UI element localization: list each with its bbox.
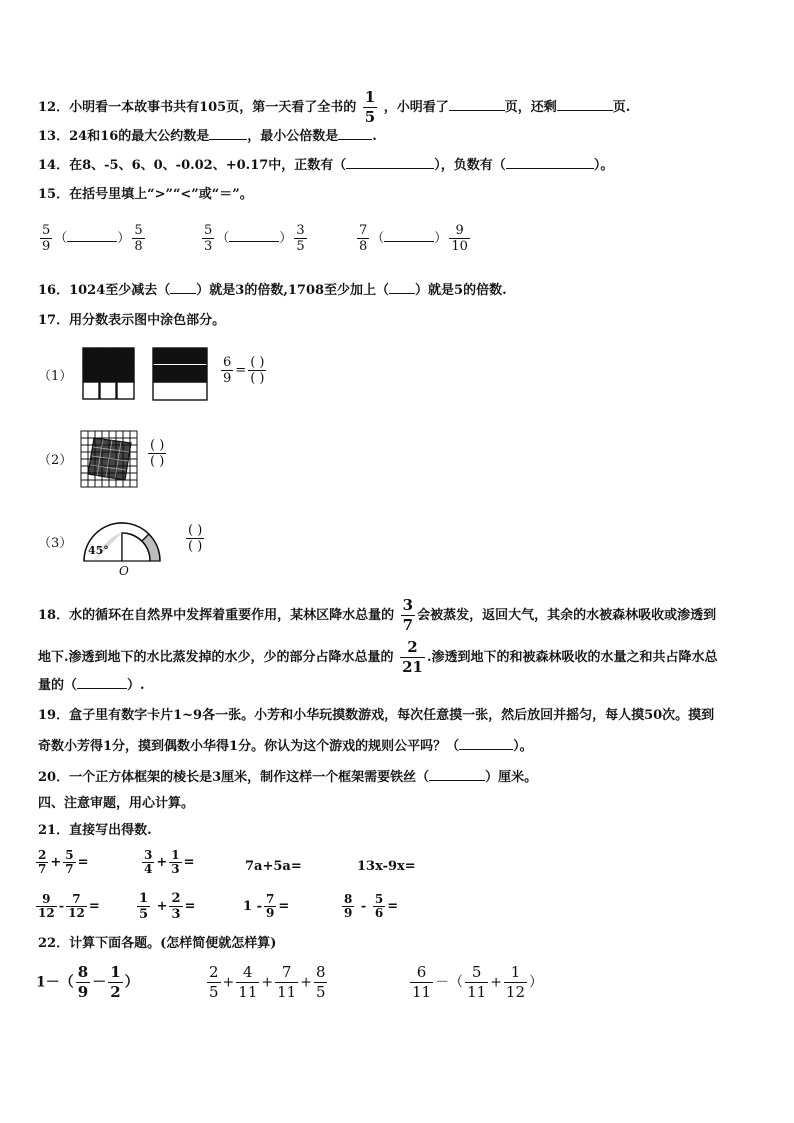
fraction: $\frac{5}{9}$ <box>42 223 51 254</box>
fraction: $\frac{5}{8}$ <box>134 223 143 254</box>
question-18-line3: 量的（ ）. <box>38 678 145 693</box>
answer-blank[interactable] <box>77 676 127 689</box>
question-14: 14．在8、-5、6、0、-0.02、+0.17中，正数有（ ），负数有（ ）。 <box>38 158 614 173</box>
question-19-line2: 奇数小芳得1分，摸到偶数小华得1分。你认为这个游戏的规则公平吗？（ ）。 <box>38 739 533 754</box>
answer-fraction[interactable]: $\frac{( )}{( )}$ <box>250 355 265 386</box>
q22-expr-3: $\frac{6}{11}$ －（ $\frac{5}{11}$ + $\frac{1}{12}$ ） <box>412 963 544 1001</box>
rotated-square-figure <box>80 430 138 488</box>
question-20: 20．一个正方体框架的棱长是3厘米，制作这样一个框架需要铁丝（ ）厘米。 <box>38 770 538 785</box>
question-18-line1: 18．水的循环在自然界中发挥着重要作用，某林区降水总量的 $\frac{3}{7}$ 会被蒸发，返回大气，其余的水被森林吸收或渗透到 <box>38 596 717 634</box>
q22-expr-1: 1－（ $\frac{8}{9}$ － $\frac{1}{2}$ ） <box>36 963 139 1001</box>
question-19-line1: 19．盒子里有数字卡片1~9各一张。小芳和小华玩摸数游戏，每次任意摸一张，然后放回并摇匀，每人摸50次。摸到 <box>38 708 715 723</box>
answer-blank[interactable] <box>170 281 196 294</box>
answer-blank[interactable] <box>346 156 434 169</box>
q22-expr-2: $\frac{2}{5}$ + $\frac{4}{11}$ + $\frac{7}{11}$ + $\frac{8}{5}$ <box>209 963 326 1001</box>
origin-label: O <box>119 564 129 578</box>
answer-blank[interactable] <box>506 156 594 169</box>
question-16: 16．1024至少减去（ ）就是3的倍数,1708至少加上（ ）就是5的倍数. <box>38 283 507 298</box>
compare-blank[interactable] <box>384 229 434 242</box>
question-22: 22．计算下面各题。(怎样简便就怎样算) <box>38 936 277 951</box>
q17-part2-answer[interactable] <box>146 438 168 469</box>
question-18-line2: 地下.渗透到地下的水比蒸发掉的水少，少的部分占降水总量的 $\frac{2}{21}$ .渗透到地下的和被森林吸收的水量之和共占降水总 <box>38 638 718 676</box>
answer-blank[interactable] <box>209 127 247 140</box>
fraction: $\frac{2}{21}$ <box>402 638 423 676</box>
q15-item-2: $\frac{5}{3}$ （ ） $\frac{3}{5}$ <box>204 223 305 254</box>
grid-figure-1 <box>81 346 137 402</box>
question-15: 15．在括号里填上“>”“<”或“＝”。 <box>38 187 253 202</box>
q21-r1-b: $\frac{3}{4}$ + $\frac{1}{3}$ = <box>144 848 195 876</box>
fraction: $\frac{9}{10}$ <box>451 223 468 254</box>
q17-part3-answer[interactable] <box>184 523 206 554</box>
q21-r2-b: $\frac{1}{5}$ + $\frac{2}{3}$ = <box>139 891 196 922</box>
answer-blank[interactable] <box>557 98 613 111</box>
question-12: 12．小明看一本故事书共有105页，第一天看了全书的 $\frac{1}{5}$ ，小明看了 页，还剩 页. <box>38 88 631 126</box>
answer-blank[interactable] <box>449 98 505 111</box>
answer-fraction: $\frac{( )}{( )}$ <box>188 523 203 554</box>
compare-blank[interactable] <box>67 229 117 242</box>
q21-r2-c: 1 - $\frac{7}{9}$ = <box>243 892 290 920</box>
angle-label: 45° <box>88 544 109 557</box>
section-4-heading: 四、注意审题，用心计算。 <box>38 796 195 811</box>
answer-blank[interactable] <box>389 281 415 294</box>
fraction: $\frac{3}{5}$ <box>296 223 305 254</box>
fraction: $\frac{5}{3}$ <box>204 223 213 254</box>
answer-blank[interactable] <box>459 737 513 750</box>
answer-blank[interactable] <box>429 768 485 781</box>
q15-item-3: $\frac{7}{8}$ （ ） $\frac{9}{10}$ <box>359 223 468 254</box>
bar-figure-1 <box>151 346 209 402</box>
compare-blank[interactable] <box>229 229 279 242</box>
question-17: 17．用分数表示图中涂色部分。 <box>38 313 226 328</box>
q15-item-1: $\frac{5}{9}$ （ ） $\frac{5}{8}$ <box>42 223 143 254</box>
fraction: $\frac{1}{5}$ <box>364 88 376 126</box>
question-21: 21．直接写出得数. <box>38 823 152 838</box>
q17-part1-label: （1） <box>38 369 73 384</box>
answer-fraction: $\frac{( )}{( )}$ <box>150 438 165 469</box>
q21-r2-d: $\frac{8}{9}$ - $\frac{5}{6}$ = <box>344 892 399 920</box>
answer-blank[interactable] <box>338 127 372 140</box>
question-13: 13．24和16的最大公约数是 ，最小公倍数是 . <box>38 129 377 144</box>
fraction: $\frac{6}{9}$ <box>223 355 232 386</box>
fraction: $\frac{7}{8}$ <box>359 223 368 254</box>
q21-r2-a: $\frac{9}{12}$ - $\frac{7}{12}$ = <box>38 892 100 920</box>
q21-r1-d: 13x-9x= <box>357 859 416 874</box>
q17-part3-label: （3） <box>38 536 73 551</box>
q21-r1-c: 7a+5a= <box>245 859 302 874</box>
fraction: $\frac{3}{7}$ <box>402 596 414 634</box>
q17-part2-label: （2） <box>38 453 73 468</box>
q17-part1-equation: $\frac{6}{9}$ = $\frac{( )}{( )}$ <box>223 355 265 386</box>
q21-r1-a: $\frac{2}{7}$ + $\frac{5}{7}$ = <box>38 848 89 876</box>
